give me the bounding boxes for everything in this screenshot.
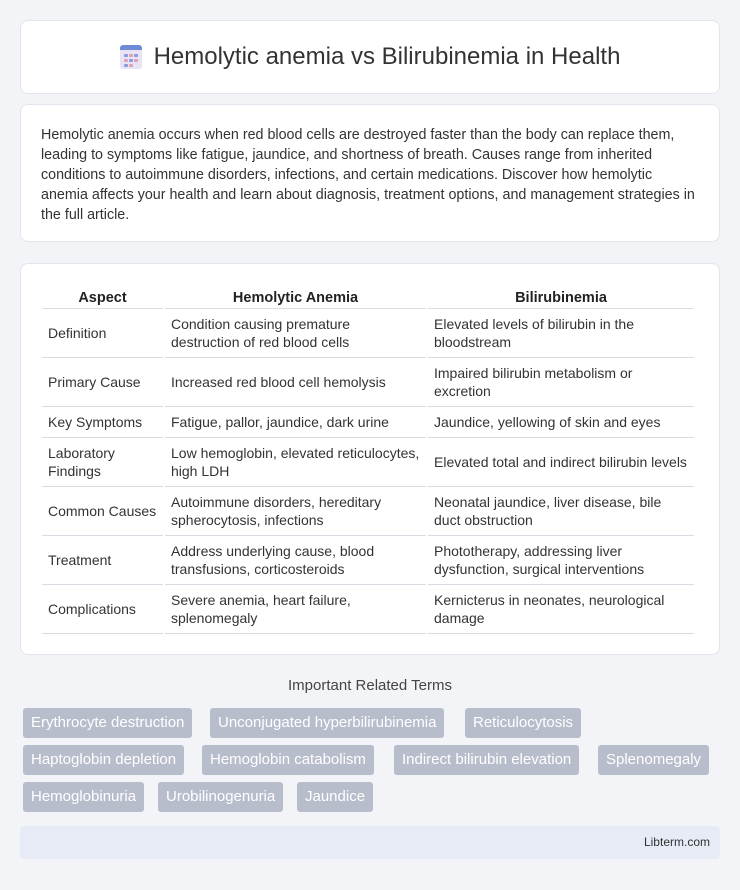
table-row: [42, 358, 694, 407]
table-cell-hemolytic: Condition causing premature destruction of red blood cells: [165, 309, 426, 358]
table-cell-aspect: Laboratory Findings: [42, 438, 163, 487]
table-cell-bilirubinemia: Jaundice, yellowing of skin and eyes: [428, 407, 694, 438]
table-cell-bilirubinemia: Impaired bilirubin metabolism or excretion: [428, 358, 694, 407]
table-row: [42, 487, 694, 536]
table-cell-hemolytic: Autoimmune disorders, hereditary spherocytosis, infections: [165, 487, 426, 536]
related-term-tag[interactable]: Erythrocyte destruction: [23, 708, 192, 738]
related-term-tag[interactable]: Splenomegaly: [598, 745, 709, 775]
table-row: [42, 309, 694, 358]
table-cell-hemolytic: Fatigue, pallor, jaundice, dark urine: [165, 407, 426, 438]
table-cell-aspect: Primary Cause: [42, 358, 163, 407]
calendar-notebook-icon: [120, 45, 142, 69]
table-cell-bilirubinemia: Phototherapy, addressing liver dysfunction, surgical interventions: [428, 536, 694, 585]
table-row: [42, 585, 694, 634]
table-cell-aspect: Complications: [42, 585, 163, 634]
related-term-tag[interactable]: Hemoglobin catabolism: [202, 745, 374, 775]
title-card: [20, 20, 720, 94]
table-cell-bilirubinemia: Neonatal jaundice, liver disease, bile duct obstruction: [428, 487, 694, 536]
related-term-tag[interactable]: Jaundice: [297, 782, 373, 812]
table-row: [42, 536, 694, 585]
related-term-tag[interactable]: Hemoglobinuria: [23, 782, 144, 812]
footer-site-link[interactable]: Libterm.com: [643, 835, 710, 849]
page-title: Hemolytic anemia vs Bilirubinemia in Health: [153, 43, 621, 70]
table-cell-aspect: Key Symptoms: [42, 407, 163, 438]
related-term-tag[interactable]: Unconjugated hyperbilirubinemia: [210, 708, 444, 738]
column-header-hemolytic-anemia: Hemolytic Anemia: [165, 284, 426, 309]
related-term-tag[interactable]: Urobilinogenuria: [158, 782, 283, 812]
related-terms-heading: Important Related Terms: [288, 677, 452, 694]
table-cell-hemolytic: Severe anemia, heart failure, splenomegaly: [165, 585, 426, 634]
table-cell-aspect: Definition: [42, 309, 163, 358]
table-row: [42, 407, 694, 438]
related-term-tag[interactable]: Haptoglobin depletion: [23, 745, 184, 775]
table-cell-bilirubinemia: Kernicterus in neonates, neurological damage: [428, 585, 694, 634]
table-cell-bilirubinemia: Elevated total and indirect bilirubin levels: [428, 438, 694, 487]
column-header-aspect: Aspect: [42, 284, 163, 309]
intro-card: [20, 104, 720, 242]
table-cell-hemolytic: Address underlying cause, blood transfusions, corticosteroids: [165, 536, 426, 585]
table-cell-aspect: Common Causes: [42, 487, 163, 536]
intro-text: Hemolytic anemia occurs when red blood cells are destroyed faster than the body can replace them, leading to symptoms like fatigue, jaundice, and shortness of breath. Causes range from inherited conditions to autoimmune disorders, infections, and certain medications. Discover how hemolytic anemia affects your health and learn about diagnosis, treatment options, and management strategies in the full article.: [41, 127, 695, 223]
table-cell-aspect: Treatment: [42, 536, 163, 585]
footer: [20, 826, 720, 859]
table-row: [42, 438, 694, 487]
table-cell-hemolytic: Increased red blood cell hemolysis: [165, 358, 426, 407]
comparison-table-card: [20, 263, 720, 655]
comparison-table: [40, 284, 696, 634]
table-cell-hemolytic: Low hemoglobin, elevated reticulocytes, high LDH: [165, 438, 426, 487]
related-term-tag[interactable]: Reticulocytosis: [465, 708, 581, 738]
table-cell-bilirubinemia: Elevated levels of bilirubin in the bloodstream: [428, 309, 694, 358]
related-term-tag[interactable]: Indirect bilirubin elevation: [394, 745, 579, 775]
column-header-bilirubinemia: Bilirubinemia: [428, 284, 694, 309]
